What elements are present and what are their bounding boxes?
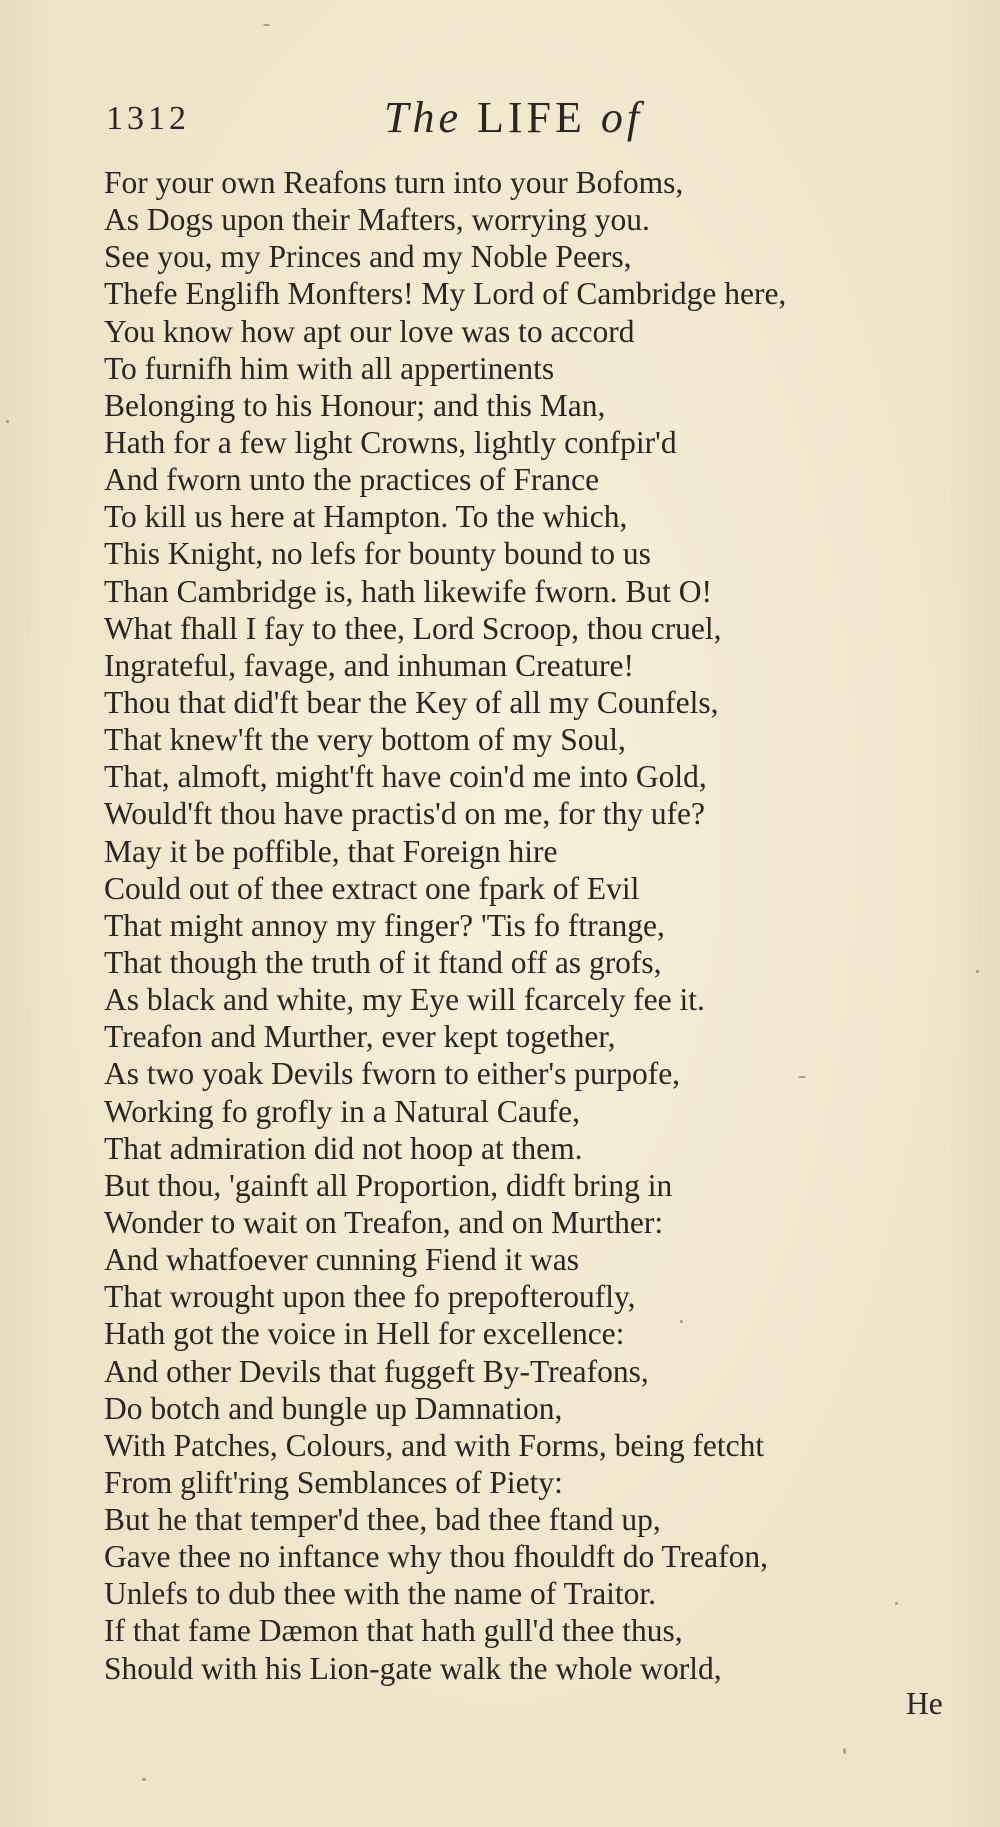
verse-line: As two yoak Devils fworn to either's purpofe, [104,1056,681,1092]
verse-line: May it be poffible, that Foreign hire [104,833,558,869]
verse-line: You know how apt our love was to accord [104,313,635,349]
verse-text [104,164,924,1687]
running-title-prefix: The [384,93,462,142]
paper-speck [6,420,9,423]
verse-line: That knew'ft the very bottom of my Soul, [104,722,626,758]
verse-line: And whatfoever cunning Fiend it was [104,1242,580,1278]
verse-line: That admiration did not hoop at them. [104,1130,583,1166]
verse-line: Hath got the voice in Hell for excellence: [104,1316,625,1352]
verse-line: Should with his Lion-gate walk the whole world, [104,1650,722,1686]
verse-line: To kill us here at Hampton. To the which, [104,499,628,535]
verse-line: Working fo grofly in a Natural Caufe, [104,1093,580,1129]
verse-line: Could out of thee extract one fpark of Evil [104,870,640,906]
verse-line: Would'ft thou have practis'd on me, for thy ufe? [104,796,706,832]
verse-line: As Dogs upon their Mafters, worrying you. [104,202,650,238]
running-title-suffix: of [600,93,644,142]
verse-line: Unlefs to dub thee with the name of Traitor. [104,1576,657,1612]
paper-speck [680,1320,683,1323]
verse-line: As black and white, my Eye will fcarcely fee it. [104,982,705,1018]
verse-line: To furnifh him with all appertinents [104,350,555,386]
paper-speck [976,970,979,973]
catchword: He [906,1686,943,1721]
verse-line: Hath for a few light Crowns, lightly confpir'd [104,424,677,460]
paper-speck [263,24,270,26]
verse-line: That might annoy my finger? 'Tis fo ftrange, [104,907,665,943]
verse-line: Belonging to his Honour; and this Man, [104,387,606,423]
verse-line: With Patches, Colours, and with Forms, being fetcht [104,1427,765,1463]
verse-line: Than Cambridge is, hath likewife fworn. But O! [104,573,712,609]
verse-line: Ingrateful, favage, and inhuman Creature! [104,647,635,683]
verse-line: Gave thee no inftance why thou fhouldft do Treafon, [104,1539,768,1575]
verse-line: Do botch and bungle up Damnation, [104,1390,563,1426]
paper-speck [895,1602,898,1605]
paper-speck [798,1076,806,1078]
verse-line: Wonder to wait on Treafon, and on Murther: [104,1204,664,1240]
page-header [106,92,906,152]
paper-speck [142,1778,146,1781]
verse-line: And other Devils that fuggeft By-Treafons, [104,1353,649,1389]
verse-line: For your own Reafons turn into your Bofoms, [104,165,684,200]
verse-line: From glift'ring Semblances of Piety: [104,1464,563,1500]
page-number: 1312 [106,100,190,137]
verse-line: But he that temper'd thee, bad thee ftand up, [104,1502,661,1538]
verse-line: That though the truth of it ftand off as grofs, [104,944,662,980]
verse-line: That, almoft, might'ft have coin'd me into Gold, [104,759,707,795]
verse-line: What fhall I fay to thee, Lord Scroop, thou cruel, [104,610,722,646]
verse-line: But thou, 'gainft all Proportion, didft bring in [104,1167,673,1203]
verse-line: That wrought upon thee fo prepofteroufly, [104,1279,636,1315]
running-title [384,92,643,143]
verse-line: Treafon and Murther, ever kept together, [104,1019,616,1055]
verse-line: See you, my Princes and my Noble Peers, [104,239,632,275]
verse-line: And fworn unto the practices of France [104,462,600,498]
paper-speck [843,1748,846,1754]
verse-line: Thou that did'ft bear the Key of all my Counfels, [104,684,719,720]
verse-line: This Knight, no lefs for bounty bound to us [104,536,651,572]
verse-line: Thefe Englifh Monfters! My Lord of Cambridge here, [104,276,787,312]
running-title-main: LIFE [477,93,586,142]
verse-line: If that fame Dæmon that hath gull'd thee thus, [104,1613,683,1649]
